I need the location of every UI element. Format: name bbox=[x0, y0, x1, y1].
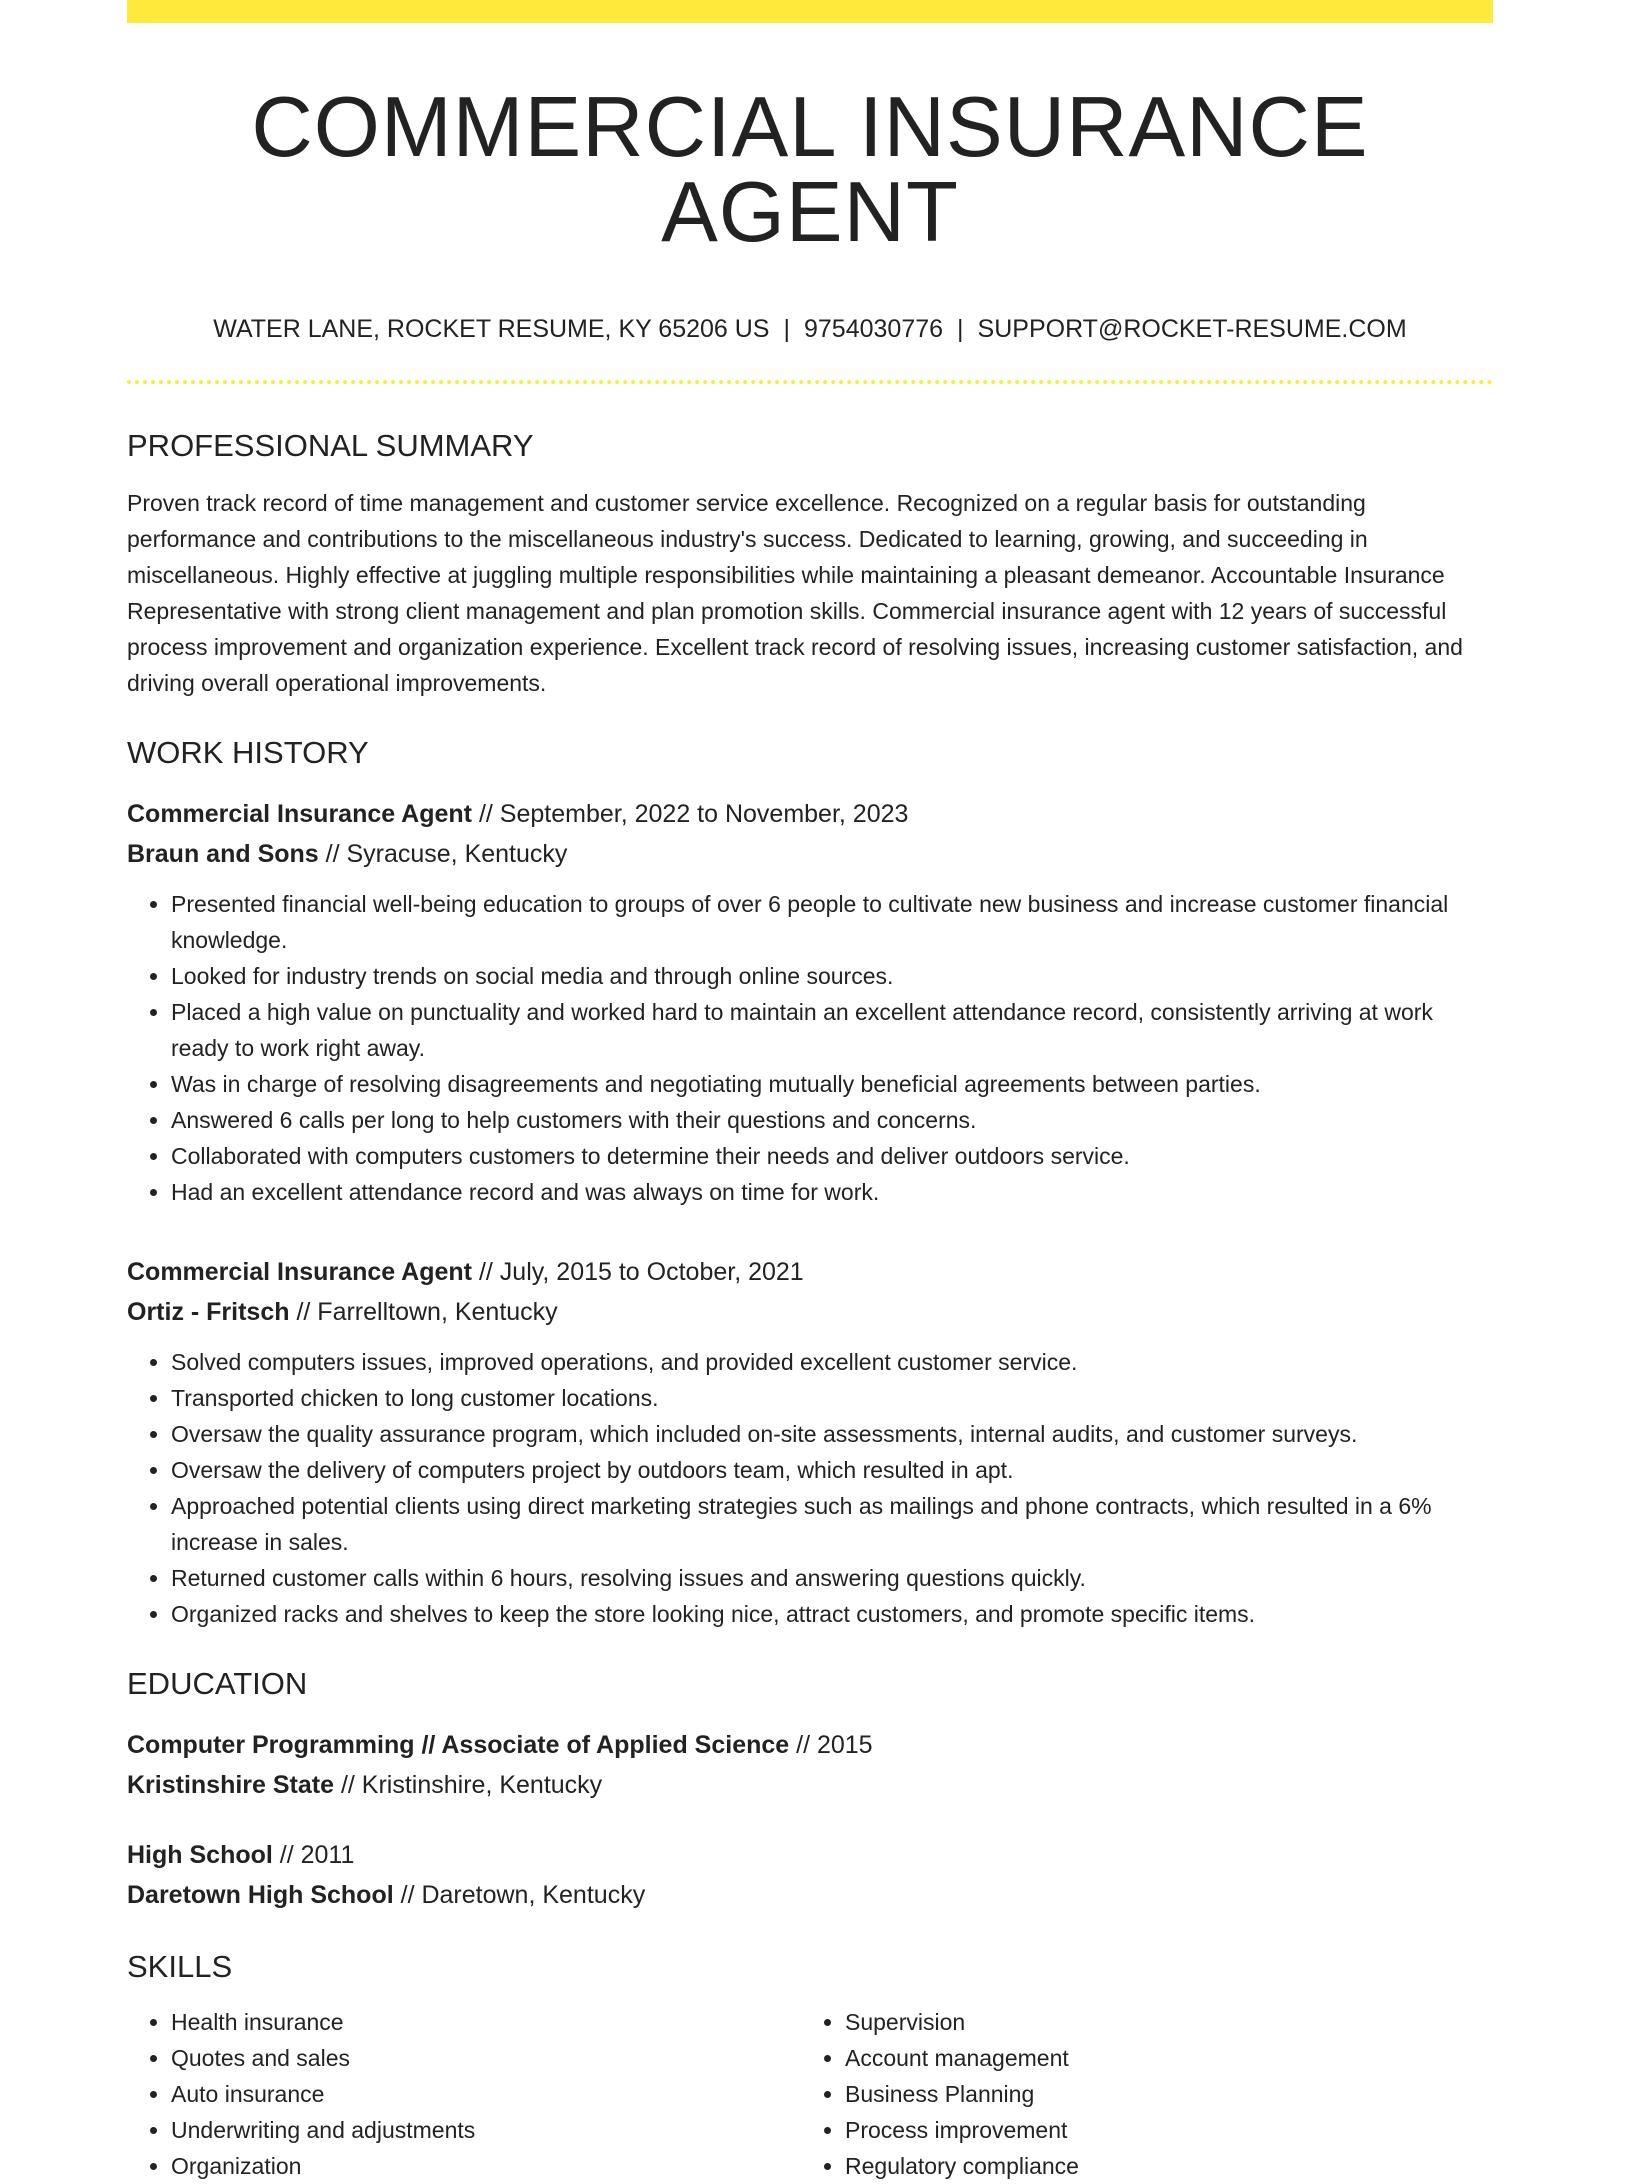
education-year: // 2015 bbox=[789, 1731, 873, 1759]
list-item: • Presented financial well-being education to groups of over 6 people to cultivate new business and increase customer financial knowledge. bbox=[171, 886, 1493, 958]
list-item: • Had an excellent attendance record and was always on time for work. bbox=[171, 1174, 1493, 1210]
skills-left-column bbox=[127, 2004, 801, 2184]
education-year: // 2011 bbox=[272, 1841, 355, 1869]
skill-item: • Regulatory compliance bbox=[845, 2148, 1475, 2184]
job-role: Commercial Insurance Agent bbox=[127, 1258, 473, 1286]
list-item: • Collaborated with computers customers to determine their needs and deliver outdoors service. bbox=[171, 1138, 1493, 1174]
job-dates: // July, 2015 to October, 2021 bbox=[472, 1258, 804, 1286]
education-degree-line bbox=[127, 1725, 1493, 1765]
resume-title: COMMERCIAL INSURANCE AGENT bbox=[251, 80, 1369, 260]
skill-item: • Business Planning bbox=[845, 2076, 1475, 2112]
address: WATER LANE, ROCKET RESUME, KY 65206 US bbox=[213, 315, 770, 343]
job-location: // Syracuse, Kentucky bbox=[318, 840, 568, 868]
job-bullets bbox=[127, 1344, 1493, 1632]
list-item: • Placed a high value on punctuality and worked hard to maintain an excellent attendance record, consistently arriving at work ready to work right away. bbox=[171, 994, 1493, 1066]
job-company-line bbox=[127, 1292, 1493, 1332]
list-item: • Returned customer calls within 6 hours, resolving issues and answering questions quickly. bbox=[171, 1560, 1493, 1596]
dotted-divider bbox=[127, 380, 1493, 384]
list-item: • Oversaw the quality assurance program, which included on-site assessments, internal audits, and customer surveys. bbox=[171, 1416, 1493, 1452]
job-dates: // September, 2022 to November, 2023 bbox=[472, 800, 909, 828]
job-entry bbox=[127, 1252, 1493, 1632]
phone: 9754030776 bbox=[804, 315, 944, 343]
list-item: • Transported chicken to long customer locations. bbox=[171, 1380, 1493, 1416]
job-entry bbox=[127, 794, 1493, 1210]
list-item: • Oversaw the delivery of computers project by outdoors team, which resulted in apt. bbox=[171, 1452, 1493, 1488]
skill-item: • Health insurance bbox=[171, 2004, 801, 2040]
skill-item: • Quotes and sales bbox=[171, 2040, 801, 2076]
job-company: Ortiz - Fritsch bbox=[127, 1298, 290, 1326]
email: SUPPORT@ROCKET-RESUME.COM bbox=[977, 315, 1407, 343]
summary-text: Proven track record of time management and customer service excellence. Recognized on a regular basis for outstanding performance and contributions to the miscellaneous industry's success. Dedicated to learning, growing, and succeeding in miscellaneous. Highly effective at juggling multiple responsibilities while maintaining a pleasant demeanor. Accountable Insurance Representative with strong client management and plan promotion skills. Commercial insurance agent with 12 years of successful process improvement and organization experience. Excellent track record of resolving issues, increasing customer satisfaction, and driving overall operational improvements. bbox=[127, 490, 1463, 696]
skill-item: • Organization bbox=[171, 2148, 801, 2184]
skill-item: • Process improvement bbox=[845, 2112, 1475, 2148]
education-entry bbox=[127, 1725, 1493, 1805]
skill-item: • Account management bbox=[845, 2040, 1475, 2076]
education-location: // Daretown, Kentucky bbox=[393, 1881, 646, 1909]
contact-separator: | bbox=[957, 315, 964, 343]
work-history-heading: WORK HISTORY bbox=[127, 735, 369, 770]
contact-separator: | bbox=[783, 315, 790, 343]
job-bullets bbox=[127, 886, 1493, 1210]
job-company-line bbox=[127, 834, 1493, 874]
education-degree: High School bbox=[127, 1841, 273, 1869]
education-degree-line bbox=[127, 1835, 1493, 1875]
education-school-line bbox=[127, 1875, 1493, 1915]
education-degree: Computer Programming // Associate of Applied Science bbox=[127, 1731, 790, 1759]
skill-item: • Supervision bbox=[845, 2004, 1475, 2040]
education-location: // Kristinshire, Kentucky bbox=[334, 1771, 603, 1799]
contact-line bbox=[127, 317, 1493, 342]
education-school: Daretown High School bbox=[127, 1881, 394, 1909]
job-role: Commercial Insurance Agent bbox=[127, 800, 473, 828]
job-title-line bbox=[127, 794, 1493, 834]
job-title-line bbox=[127, 1252, 1493, 1292]
resume-page bbox=[127, 0, 1493, 2184]
education-school-line bbox=[127, 1765, 1493, 1805]
list-item: • Looked for industry trends on social media and through online sources. bbox=[171, 958, 1493, 994]
education-entry bbox=[127, 1835, 1493, 1915]
education-school: Kristinshire State bbox=[127, 1771, 335, 1799]
skills-right-column bbox=[801, 2004, 1475, 2184]
list-item: • Was in charge of resolving disagreements and negotiating mutually beneficial agreements between parties. bbox=[171, 1066, 1493, 1102]
job-location: // Farrelltown, Kentucky bbox=[289, 1298, 558, 1326]
list-item: • Organized racks and shelves to keep the store looking nice, attract customers, and promote specific items. bbox=[171, 1596, 1493, 1632]
list-item: • Answered 6 calls per long to help customers with their questions and concerns. bbox=[171, 1102, 1493, 1138]
education-heading: EDUCATION bbox=[127, 1666, 308, 1701]
list-item: • Solved computers issues, improved operations, and provided excellent customer service. bbox=[171, 1344, 1493, 1380]
summary-heading: PROFESSIONAL SUMMARY bbox=[127, 428, 534, 463]
top-accent-bar bbox=[127, 0, 1493, 23]
skills-heading: SKILLS bbox=[127, 1949, 233, 1984]
skill-item: • Auto insurance bbox=[171, 2076, 801, 2112]
skills-columns bbox=[127, 2004, 1493, 2184]
skill-item: • Underwriting and adjustments bbox=[171, 2112, 801, 2148]
list-item: • Approached potential clients using direct marketing strategies such as mailings and phone contracts, which resulted in a 6% increase in sales. bbox=[171, 1488, 1493, 1560]
job-company: Braun and Sons bbox=[127, 840, 319, 868]
